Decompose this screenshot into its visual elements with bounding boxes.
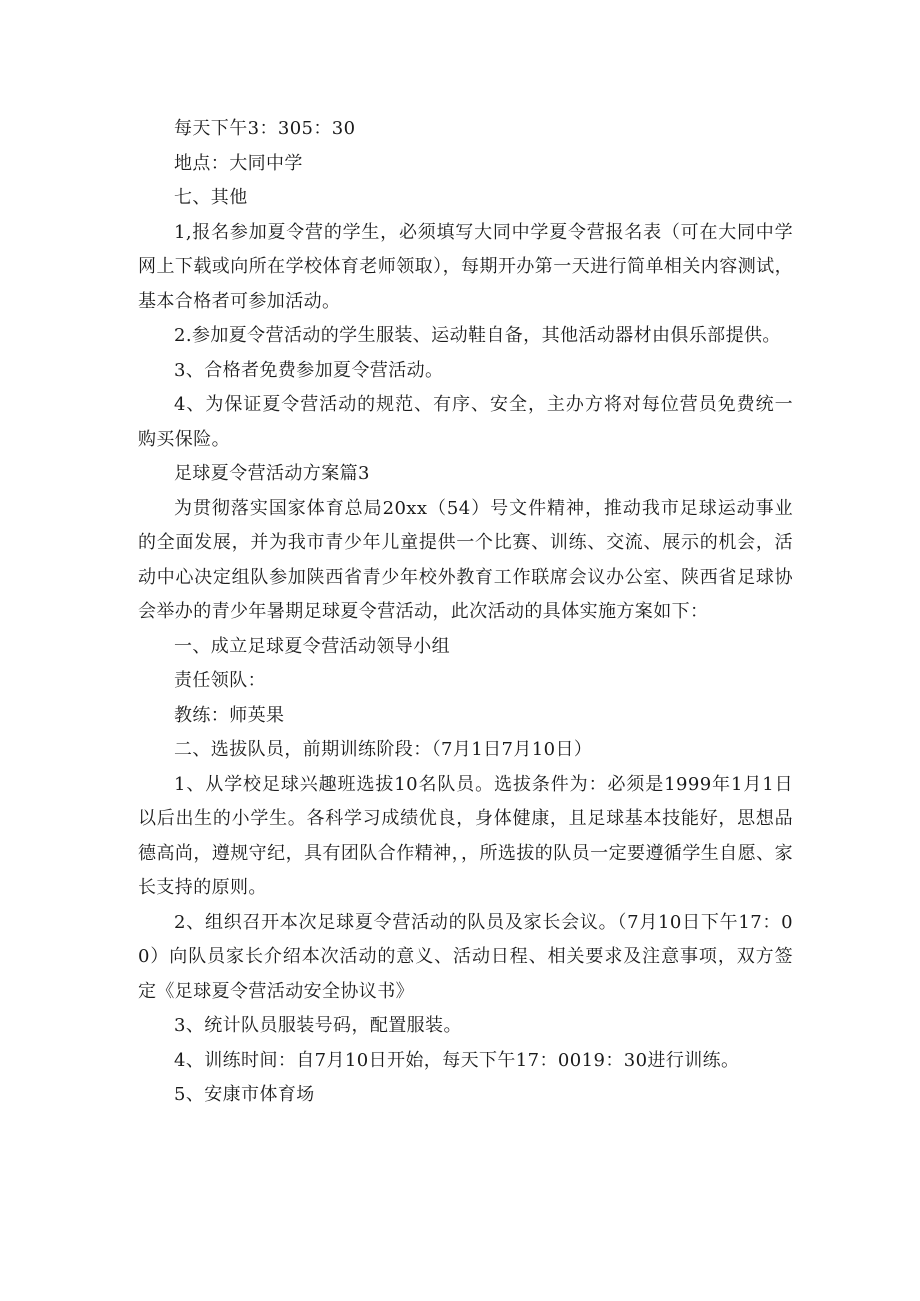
paragraph-free-participation: 3、合格者免费参加夏令营活动。 bbox=[174, 359, 444, 381]
paragraph-team-leader: 责任领队： bbox=[174, 670, 266, 691]
document-body bbox=[138, 112, 793, 1113]
paragraph-parent-meeting: 2、组织召开本次足球夏令营活动的队员及家长会议。（7月10日下午17：00）向队员家长介绍本次活动的意义、活动日程、相关要求及注意事项，双方签定《足球夏令营活动安全协议书》 bbox=[138, 911, 793, 1002]
section-heading-selection: 二、选拔队员，前期训练阶段：（7月1日7月10日） bbox=[174, 739, 593, 760]
section-heading-other: 七、其他 bbox=[174, 187, 248, 208]
paragraph-selection-criteria: 1、从学校足球兴趣班选拔10名队员。选拔条件为：必须是1999年1月1日以后出生的小学生。各科学习成绩优良，身体健康，且足球基本技能好，思想品德高尚，遵规守纪，具有团队合作精神，，所选拔的队员一定要遵循学生自愿、家长支持的原则。 bbox=[138, 773, 793, 898]
paragraph-location: 地点：大同中学 bbox=[174, 152, 303, 174]
paragraph-venue: 5、安康市体育场 bbox=[174, 1084, 315, 1105]
section-title-plan-3: 足球夏令营活动方案篇3 bbox=[174, 463, 370, 484]
paragraph-coach: 教练：师英果 bbox=[174, 704, 285, 726]
paragraph-schedule-time: 每天下午3：305：30 bbox=[174, 118, 356, 139]
paragraph-insurance: 4、为保证夏令营活动的规范、有序、安全，主办方将对每位营员免费统一购买保险。 bbox=[138, 394, 793, 450]
paragraph-uniforms: 3、统计队员服装号码，配置服装。 bbox=[174, 1015, 462, 1036]
paragraph-training-time: 4、训练时间：自7月10日开始，每天下午17：0019：30进行训练。 bbox=[174, 1049, 740, 1071]
section-heading-leadership-group: 一、成立足球夏令营活动领导小组 bbox=[174, 635, 450, 657]
paragraph-registration: 1,报名参加夏令营的学生，必须填写大同中学夏令营报名表（可在大同中学网上下载或向所在学校体育老师领取），每期开办第一天进行简单相关内容测试，基本合格者可参加活动。 bbox=[138, 221, 793, 312]
paragraph-equipment: 2.参加夏令营活动的学生服装、运动鞋自备，其他活动器材由俱乐部提供。 bbox=[174, 325, 781, 346]
paragraph-plan-intro: 为贯彻落实国家体育总局20xx（54）号文件精神，推动我市足球运动事业的全面发展，并为我市青少年儿童提供一个比赛、训练、交流、展示的机会，活动中心决定组队参加陕西省青少年校外教育工作联席会议办公室、陕西省足球协会举办的青少年暑期足球夏令营活动，此次活动的具体实施方案如下： bbox=[138, 497, 793, 622]
